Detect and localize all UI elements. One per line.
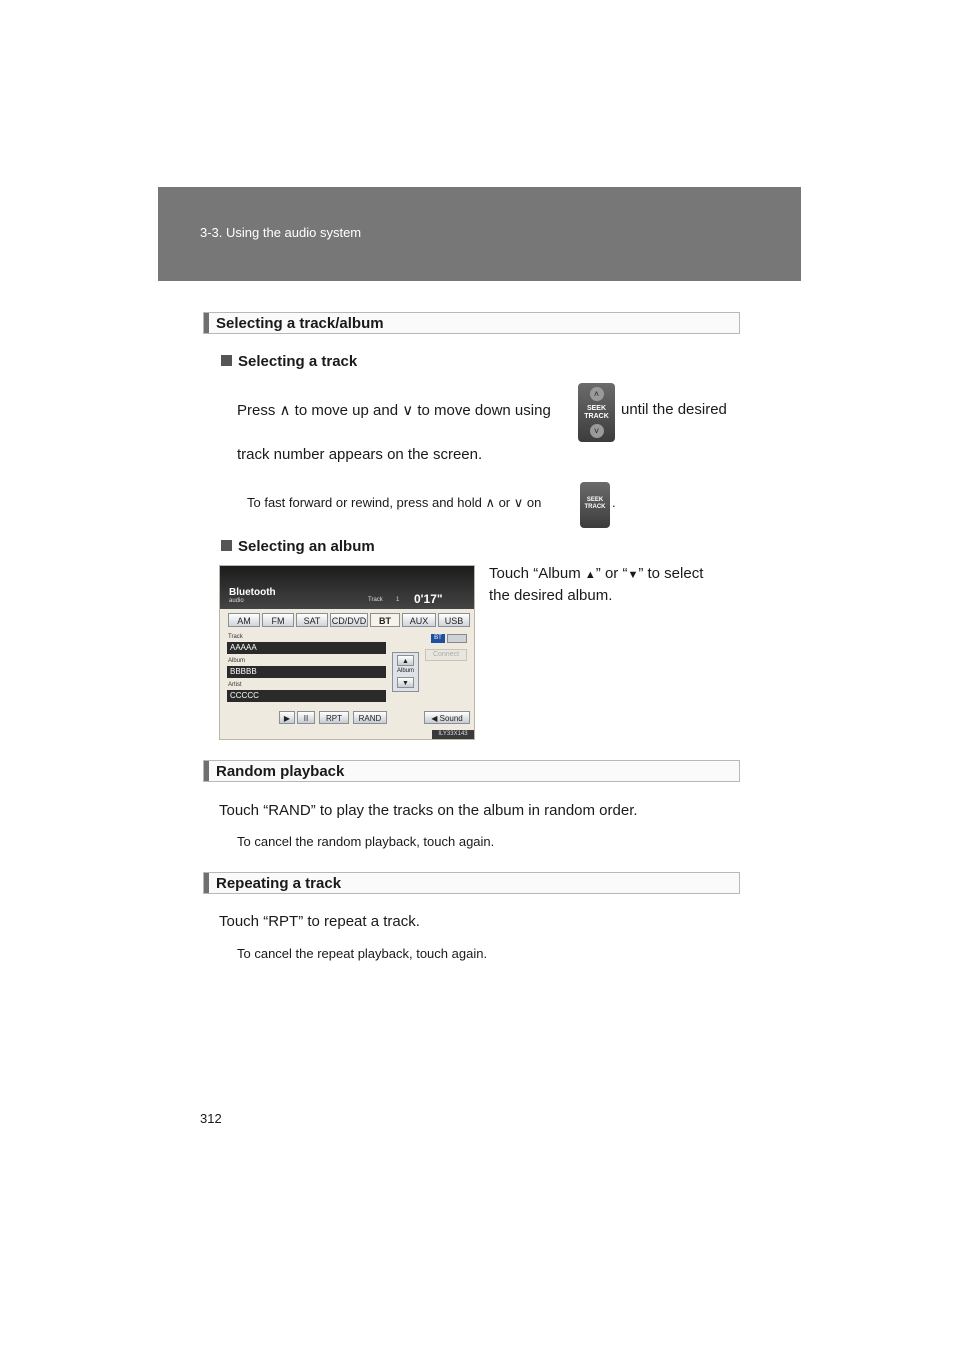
screen-top-bar [220, 566, 474, 609]
bt-badge: BT [431, 634, 445, 643]
tab-bt[interactable]: BT [370, 613, 400, 627]
random-note: To cancel the random playback, touch again. [237, 834, 495, 849]
battery-icon [447, 634, 467, 643]
album-instruction-line2: the desired album. [489, 587, 613, 604]
album-down-button[interactable]: ▼ [397, 677, 414, 688]
field-album: BBBBB [227, 666, 386, 678]
track-number: 1 [396, 597, 400, 603]
album-instruction-line1: Touch “Album ▲” or “▼” to select [489, 565, 704, 582]
source-subtitle: audio [229, 598, 244, 604]
subheading-selecting-album: Selecting an album [221, 538, 375, 555]
tab-fm[interactable]: FM [262, 613, 294, 627]
section-accent [204, 873, 209, 893]
tab-am[interactable]: AM [228, 613, 260, 627]
seek-down-icon: ˅ [590, 424, 604, 438]
down-triangle-icon: ▼ [627, 569, 639, 581]
audio-screen-illustration [219, 565, 475, 740]
page-header [158, 187, 801, 281]
section-title-text: Selecting a track/album [216, 315, 384, 332]
section-title-random [203, 760, 740, 782]
section-title-text: Repeating a track [216, 875, 342, 892]
track-instruction-after: until the desired [621, 401, 727, 418]
album-control [392, 652, 419, 692]
tab-usb[interactable]: USB [438, 613, 470, 627]
subheading-selecting-track: Selecting a track [221, 353, 357, 370]
section-accent [204, 761, 209, 781]
track-time: 0'17" [414, 592, 443, 606]
pause-button[interactable]: II [297, 711, 315, 724]
section-accent [204, 313, 209, 333]
rand-button[interactable]: RAND [353, 711, 387, 724]
page-number: 312 [200, 1111, 222, 1126]
square-bullet-icon [221, 540, 232, 551]
play-button[interactable]: ▶ [279, 711, 295, 724]
seek-track-button-icon: ˄ SEEK TRACK ˅ [578, 383, 615, 442]
section-title-text: Random playback [216, 763, 345, 780]
field-artist: CCCCC [227, 690, 386, 702]
track-instruction-line2: track number appears on the screen. [237, 446, 483, 463]
square-bullet-icon [221, 355, 232, 366]
album-control-label: Album [396, 668, 414, 674]
track-label: Track [368, 597, 383, 603]
field-label-track: Track [228, 634, 243, 640]
source-title: Bluetooth [229, 587, 276, 598]
connect-button[interactable]: Connect [425, 649, 467, 661]
track-note: To fast forward or rewind, press and hold ∧ or ∨ on [247, 495, 542, 510]
tab-cd-dvd[interactable]: CD/DVD [330, 613, 368, 627]
tab-sat[interactable]: SAT [296, 613, 328, 627]
track-instruction-line1: Press ∧ to move up and ∨ to move down using [237, 402, 551, 419]
field-track: AAAAA [227, 642, 386, 654]
field-label-artist: Artist [228, 682, 242, 688]
album-up-button[interactable]: ▲ [397, 655, 414, 666]
section-title-repeat [203, 872, 740, 894]
track-note-end: . [612, 495, 616, 510]
section-title-selecting [203, 312, 740, 334]
sound-button[interactable]: ◀ Sound [424, 711, 470, 724]
repeat-instruction: Touch “RPT” to repeat a track. [219, 913, 420, 930]
field-label-album: Album [228, 658, 246, 664]
up-triangle-icon: ▲ [584, 569, 596, 581]
seek-up-icon: ˄ [590, 387, 604, 401]
repeat-note: To cancel the repeat playback, touch again. [237, 946, 488, 961]
seek-track-button-small-icon: SEEK TRACK [580, 482, 610, 528]
figure-caption: ILY33X143 [432, 730, 474, 739]
rpt-button[interactable]: RPT [319, 711, 349, 724]
breadcrumb: 3-3. Using the audio system [200, 225, 362, 240]
tab-aux[interactable]: AUX [402, 613, 436, 627]
random-instruction: Touch “RAND” to play the tracks on the album in random order. [219, 802, 638, 819]
